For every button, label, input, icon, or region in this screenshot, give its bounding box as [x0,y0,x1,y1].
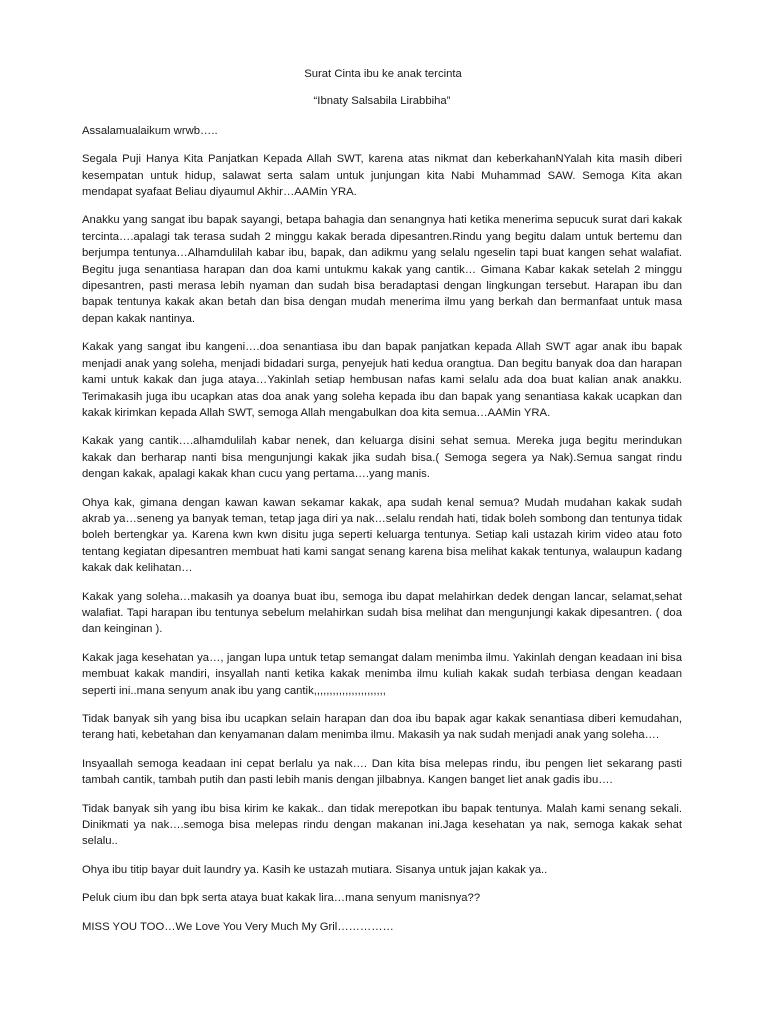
paragraph: Peluk cium ibu dan bpk serta ataya buat kakak lira…mana senyum manisnya?? [82,892,481,905]
paragraph: Segala Puji Hanya Kita Panjatkan Kepada Allah SWT, karena atas nikmat dan keberkahanNYalah kita masih diberi kesempatan untuk hidup, salawat serta salam untuk junjungan kita Nabi Muhammad SAW. Semoga Kita akan mendapat syafaat Beliau diyaumul Akhir…AAMin YRA. [82,153,682,199]
paragraph: Ohya kak, gimana dengan kawan kawan sekamar kakak, apa sudah kenal semua? Mudah mudahan kakak sudah akrab ya…seneng ya banyak teman, tetap jaga diri ya nak…selalu rendah hati, tidak boleh sombong dan tentunya tidak boleh bertengkar ya. Karena kwn kwn disitu juga seperti keluarga tentunya. Setiap kali ustazah kirim video atau foto tentang kegiatan dipesantren membuat hati kami sangat senang karena bisa melihat kakak tentunya, walaupun kadang kakak dak kelihatan… [82,496,682,575]
letter-greeting: Assalamualaikum wrwb….. [82,124,218,137]
paragraph: Kakak yang cantik….alhamdulilah kabar nenek, dan keluarga disini sehat semua. Mereka juga begitu merindukan kakak dan berharap nanti bisa mengunjungi kakak jika sudah bisa.( Semoga segera ya Nak).Semua sangat rindu dengan kakak, apalagi kakak khan cucu yang pertama….yang manis. [82,435,682,481]
paragraph: Kakak yang soleha…makasih ya doanya buat ibu, semoga ibu dapat melahirkan dedek dengan lancar, selamat,sehat walafiat. Tapi harapan ibu tentunya sebelum melahirkan sudah bisa melihat dan mengunjungi kakak dipesantren. ( doa dan keinginan ). [82,590,682,636]
paragraph: Anakku yang sangat ibu bapak sayangi, betapa bahagia dan senangnya hati ketika menerima sepucuk surat dari kakak tercinta….apalagi tak terasa sudah 2 minggu kakak berada dipesantren.Rindu yang begitu dalam untuk bertemu dan berjumpa tentunya…Alhamdulilah kabar ibu, bapak, dan adikmu yang selalu ngeselin tapi buat kangen sehat walafiat. Begitu juga senantiasa harapan dan doa kami untukmu kakak yang cantik… Gimana Kabar kakak setelah 2 minggu dipesantren, pasti merasa lebih nyaman dan sudah bisa beradaptasi dengan lingkungan tersebut. Harapan ibu dan bapak tentunya kakak akan betah dan bisa dengan mudah menerima ilmu yang berkah dan bermanfaat untuk masa depan kakak nantinya. [82,214,682,325]
paragraph: Insyaallah semoga keadaan ini cepat berlalu ya nak…. Dan kita bisa melepas rindu, ibu pengen liet sekarang pasti tambah cantik, tambah putih dan pasti lebih manis dengan jilbabnya. Kangen banget liet anak gadis ibu…. [82,757,682,787]
paragraph: Tidak banyak sih yang ibu bisa kirim ke kakak.. dan tidak merepotkan ibu bapak tentunya. Malah kami senang sekali. Dinikmati ya nak….semoga bisa melepas rindu dengan makanan ini.Jaga kesehatan ya nak, semoga kakak sehat selalu.. [82,802,682,848]
letter-closing: MISS YOU TOO…We Love You Very Much My Gril…………… [82,920,394,933]
paragraph: Ohya ibu titip bayar duit laundry ya. Kasih ke ustazah mutiara. Sisanya untuk jajan kakak ya.. [82,863,548,876]
paragraph: Kakak yang sangat ibu kangeni….doa senantiasa ibu dan bapak panjatkan kepada Allah SWT agar anak ibu bapak menjadi anak yang soleha, menjadi bidadari surga, penyejuk hati kedua orangtua. Dan begitu banyak doa dan harapan kami untuk kakak dan juga ataya…Yakinlah setiap hembusan nafas kami selalu ada doa buat kalian anak anakku. Terimakasih juga ibu ucapkan atas doa anak yang soleha kepada ibu dan bapak yang senantiasa kakak ucapkan dan kakak kirimkan kepada Allah SWT, semoga Allah mengabulkan doa kita semua…AAMin YRA. [82,341,682,419]
letter-subtitle: “Ibnaty Salsabila Lirabbiha” [313,95,451,108]
letter-title: Surat Cinta ibu ke anak tercinta [304,68,462,80]
paragraph: Tidak banyak sih yang bisa ibu ucapkan selain harapan dan doa ibu bapak agar kakak senantiasa diberi kemudahan, terang hati, kebetahan dan kenyamanan dalam menimba ilmu. Makasih ya nak sudah menjadi anak yang soleha…. [82,713,682,742]
paragraph: Kakak jaga kesehatan ya…, jangan lupa untuk tetap semangat dalam menimba ilmu. Yakinlah dengan keadaan ini bisa membuat kakak mandiri, insyallah nanti ketika kakak menimba ilmu kuliah kakak sudah terbiasa dengan keadaan seperti ini..mana senyum anak ibu yang cantik,,,,,,,,,,,,,,,,,,,,,,, [82,651,682,697]
